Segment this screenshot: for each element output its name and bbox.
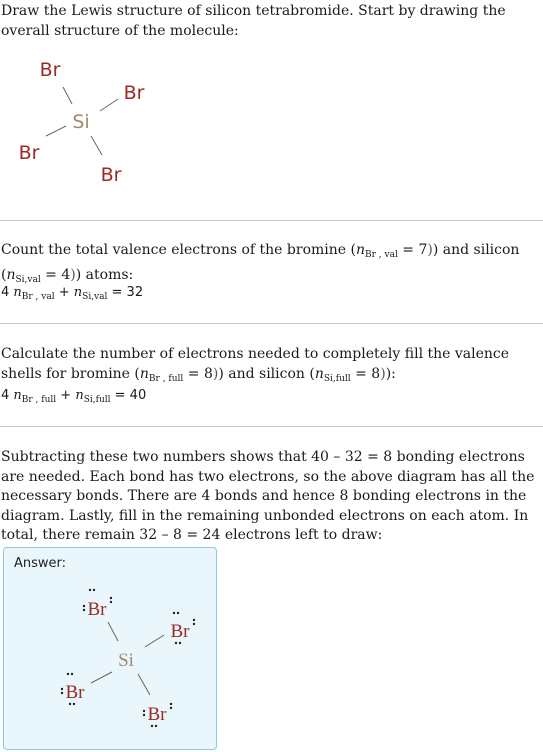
atom-si: Si: [72, 111, 90, 133]
divider-1: [0, 220, 543, 221]
lewis-bond-bottom: [138, 674, 150, 695]
intro-text: Draw the Lewis structure of silicon tetrabromide. Start by drawing the overall structure of the molecule:: [1, 3, 506, 39]
lewis-atom-br-bottom: Br: [147, 704, 167, 725]
lewis-atom-br-left: Br: [65, 682, 85, 703]
atom-br-left: Br: [18, 142, 40, 164]
lewis-structure-diagram: [4, 548, 216, 749]
lewis-bond-topright: [145, 635, 164, 647]
bond-si-br-left: [46, 126, 66, 136]
subtract-explanation-text: Subtracting these two numbers shows that 40 – 32 = 8 bonding electrons are needed. Each bond has two electrons, so the above diagram has all the necessary bonds. There are 4 bonds and hence 8 bonding electrons in the diagram. Lastly, fill in the remaining unbonded electrons on each atom. In total, there remain 32 – 8 = 24 electrons left to draw:: [1, 449, 535, 543]
fill-shells-text: Calculate the number of electrons needed to completely fill the valence shells for bromine $(n_{Br , full} = 8)$) and silicon $(n_{Si,full} = 8)$):: [1, 346, 510, 384]
count-valence-text: Count the total valence electrons of the bromine $(n_{Br , val} = 7)$) and silicon $(n_{Si,val} = 4)$) atoms:: [1, 242, 520, 285]
atom-br-bottom: Br: [100, 164, 122, 186]
lewis-bond-left: [91, 672, 112, 683]
lewis-atom-br-topleft: Br: [87, 599, 107, 620]
answer-label: Answer:: [14, 556, 67, 571]
divider-3: [0, 426, 543, 427]
bond-si-br-bottom: [91, 136, 102, 155]
bond-si-br-topright: [100, 99, 118, 111]
divider-2: [0, 323, 543, 324]
atom-br-topleft: Br: [39, 59, 61, 81]
full-shell-formula: 4 $n_{Br , full} + n_{Si,full} = 40$: [1, 388, 147, 405]
lewis-atom-br-topright: Br: [170, 621, 190, 642]
lewis-bond-topleft: [108, 622, 118, 641]
lewis-atom-si: Si: [118, 650, 134, 671]
bond-si-br-topleft: [63, 87, 72, 104]
molecule-skeleton-diagram: [0, 50, 200, 200]
answer-box: [3, 547, 217, 750]
valence-total-formula: 4 $n_{Br , val} + n_{Si,val} = 32$: [1, 285, 144, 302]
atom-br-topright: Br: [123, 82, 145, 104]
